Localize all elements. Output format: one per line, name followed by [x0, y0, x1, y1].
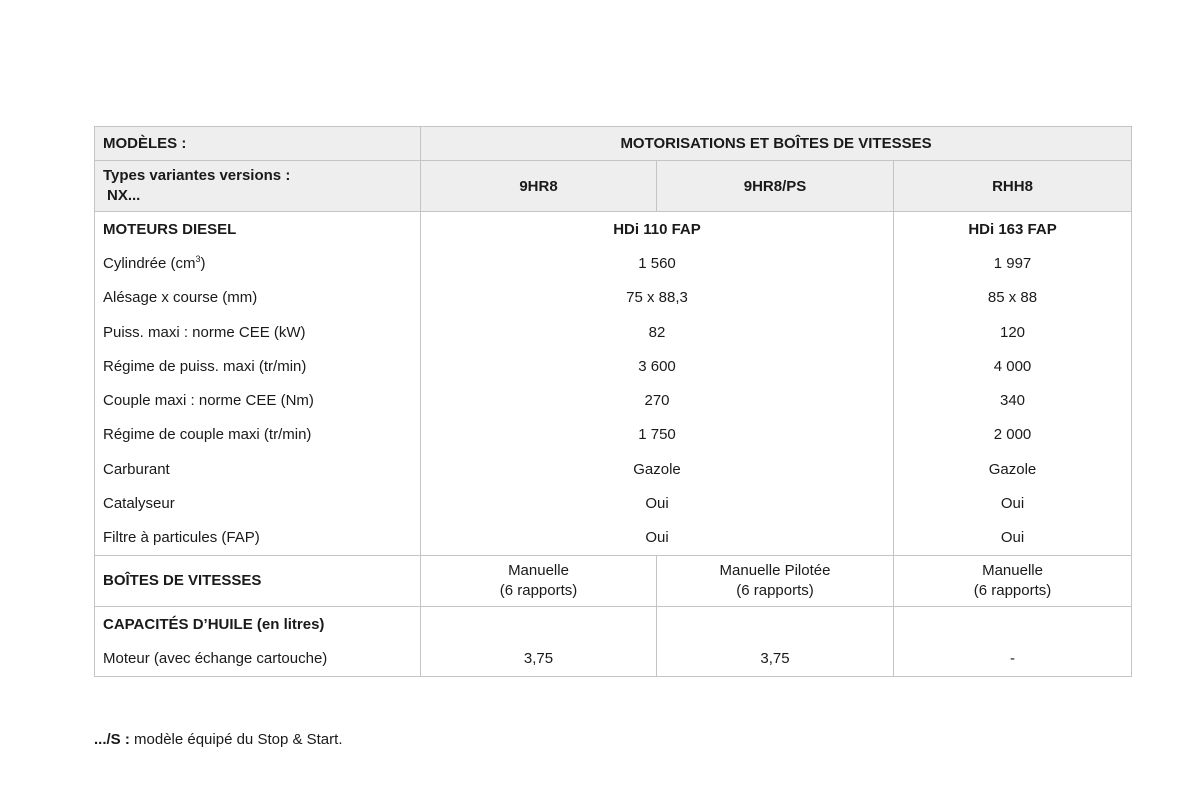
engine-a-value: Gazole — [421, 452, 894, 486]
engine-b-value: 2 000 — [894, 418, 1132, 452]
engine-a-value: 1 750 — [421, 418, 894, 452]
row-label: Régime de puiss. maxi (tr/min) — [95, 349, 421, 383]
engine-section-row — [95, 212, 1132, 247]
engine-a-value: 75 x 88,3 — [421, 281, 894, 315]
header-row-variants — [95, 161, 1132, 212]
gearbox-value — [657, 555, 894, 606]
table-row — [95, 281, 1132, 315]
table-row — [95, 315, 1132, 349]
variant-9hr8: 9HR8 — [421, 161, 657, 212]
table-row — [95, 521, 1132, 556]
engine-a-value: 1 560 — [421, 246, 894, 280]
table-row — [95, 452, 1132, 486]
superscript: 3 — [195, 253, 201, 264]
models-label: MODÈLES : — [95, 127, 421, 161]
row-label: Puiss. maxi : norme CEE (kW) — [95, 315, 421, 349]
oil-value: 3,75 — [657, 641, 894, 676]
footnote-text: modèle équipé du Stop & Start. — [129, 731, 343, 748]
engine-b-value: 340 — [894, 383, 1132, 417]
gearbox-ratios: (6 rapports) — [973, 581, 1052, 599]
oil-value: - — [894, 641, 1132, 676]
table-row — [95, 383, 1132, 417]
table-row — [95, 349, 1132, 383]
empty-cell — [421, 606, 657, 641]
oil-value: 3,75 — [421, 641, 657, 676]
engine-a-value: Oui — [421, 521, 894, 556]
row-label: Couple maxi : norme CEE (Nm) — [95, 383, 421, 417]
engine-section-label: MOTEURS DIESEL — [95, 212, 421, 247]
engine-b-value: 4 000 — [894, 349, 1132, 383]
engine-b-value: 120 — [894, 315, 1132, 349]
variant-rhh8: RHH8 — [894, 161, 1132, 212]
table-row — [95, 486, 1132, 520]
empty-cell — [657, 606, 894, 641]
types-label — [95, 161, 421, 212]
engine-a-value: 3 600 — [421, 349, 894, 383]
engine-a-value: 82 — [421, 315, 894, 349]
table-title: MOTORISATIONS ET BOÎTES DE VITESSES — [421, 127, 1132, 161]
row-label: Filtre à particules (FAP) — [95, 521, 421, 556]
table-row — [95, 418, 1132, 452]
row-label: Alésage x course (mm) — [95, 281, 421, 315]
gearbox-section-label: BOÎTES DE VITESSES — [95, 555, 421, 606]
types-label-line1: Types variantes versions : — [103, 167, 291, 184]
row-label — [95, 246, 421, 280]
row-label: Carburant — [95, 452, 421, 486]
engine-b-value: Oui — [894, 486, 1132, 520]
engine-b-value: Gazole — [894, 452, 1132, 486]
specifications-table — [94, 126, 1132, 677]
row-label-text: Cylindrée (cm — [103, 254, 196, 272]
engine-b-value: 1 997 — [894, 246, 1132, 280]
row-label: Régime de couple maxi (tr/min) — [95, 418, 421, 452]
gearbox-type: Manuelle — [508, 561, 569, 579]
footnote-code: .../S : — [94, 731, 130, 748]
oil-section-label: CAPACITÉS D’HUILE (en litres) — [95, 606, 421, 641]
engine-a-name: HDi 110 FAP — [421, 212, 894, 247]
table-row — [95, 246, 1132, 280]
engine-b-name: HDi 163 FAP — [894, 212, 1132, 247]
gearbox-type: Manuelle Pilotée — [719, 561, 831, 579]
header-row-title — [95, 127, 1132, 161]
engine-b-value: Oui — [894, 521, 1132, 556]
gearbox-ratios: (6 rapports) — [736, 581, 814, 599]
gearbox-value — [421, 555, 657, 606]
types-label-line2: NX... — [107, 187, 141, 204]
gearbox-row — [95, 555, 1132, 606]
gearbox-value — [894, 555, 1132, 606]
engine-a-value: 270 — [421, 383, 894, 417]
footnote — [94, 731, 342, 748]
gearbox-ratios: (6 rapports) — [499, 581, 578, 599]
oil-row-label: Moteur (avec échange cartouche) — [95, 641, 421, 676]
empty-cell — [894, 606, 1132, 641]
engine-a-value: Oui — [421, 486, 894, 520]
row-label-end: ) — [200, 254, 206, 272]
engine-b-value: 85 x 88 — [894, 281, 1132, 315]
variant-9hr8-ps: 9HR8/PS — [657, 161, 894, 212]
gearbox-type: Manuelle — [982, 561, 1043, 579]
oil-row — [95, 641, 1132, 676]
row-label: Catalyseur — [95, 486, 421, 520]
oil-section-row — [95, 606, 1132, 641]
